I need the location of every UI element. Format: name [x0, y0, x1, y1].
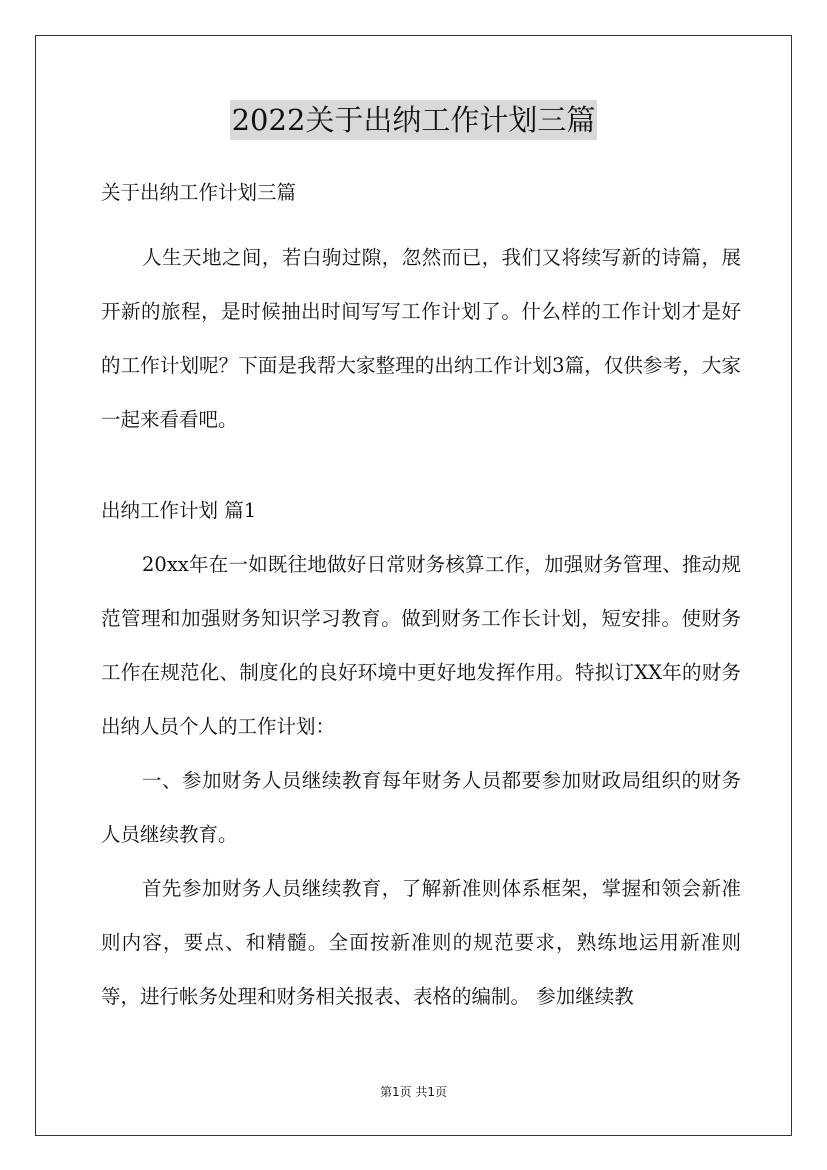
body-paragraph-1: 20xx年在一如既往地做好日常财务核算工作，加强财务管理、推动规范管理和加强财务知识学习教育。做到财务工作长计划，短安排。使财务工作在规范化、制度化的良好环境中更好地发挥作用。特拟订XX年的财务出纳人员个人的工作计划：: [101, 553, 741, 738]
intro-paragraph: 人生天地之间，若白驹过隙，忽然而已，我们又将续写新的诗篇，展开新的旅程，是时候抽出时间写写工作计划了。什么样的工作计划才是好的工作计划呢？下面是我帮大家整理的出纳工作计划3篇，仅供参考，大家一起来看看吧。: [101, 246, 741, 431]
section-heading: 出纳工作计划 篇1: [101, 499, 257, 522]
title-container: [0, 100, 827, 140]
page-footer: 第1页 共1页: [379, 1085, 448, 1099]
document-subtitle: 关于出纳工作计划三篇: [101, 181, 297, 204]
body-paragraph-2: 一、参加财务人员继续教育每年财务人员都要参加财政局组织的财务人员继续教育。: [101, 769, 741, 846]
document-title: 2022关于出纳工作计划三篇: [230, 100, 598, 140]
document-body: [101, 175, 741, 1024]
body-paragraph-3: 首先参加财务人员继续教育，了解新准则体系框架，掌握和领会新准则内容，要点、和精髓。全面按新准则的规范要求，熟练地运用新准则等，进行帐务处理和财务相关报表、表格的编制。 参加继续教: [101, 877, 741, 1008]
